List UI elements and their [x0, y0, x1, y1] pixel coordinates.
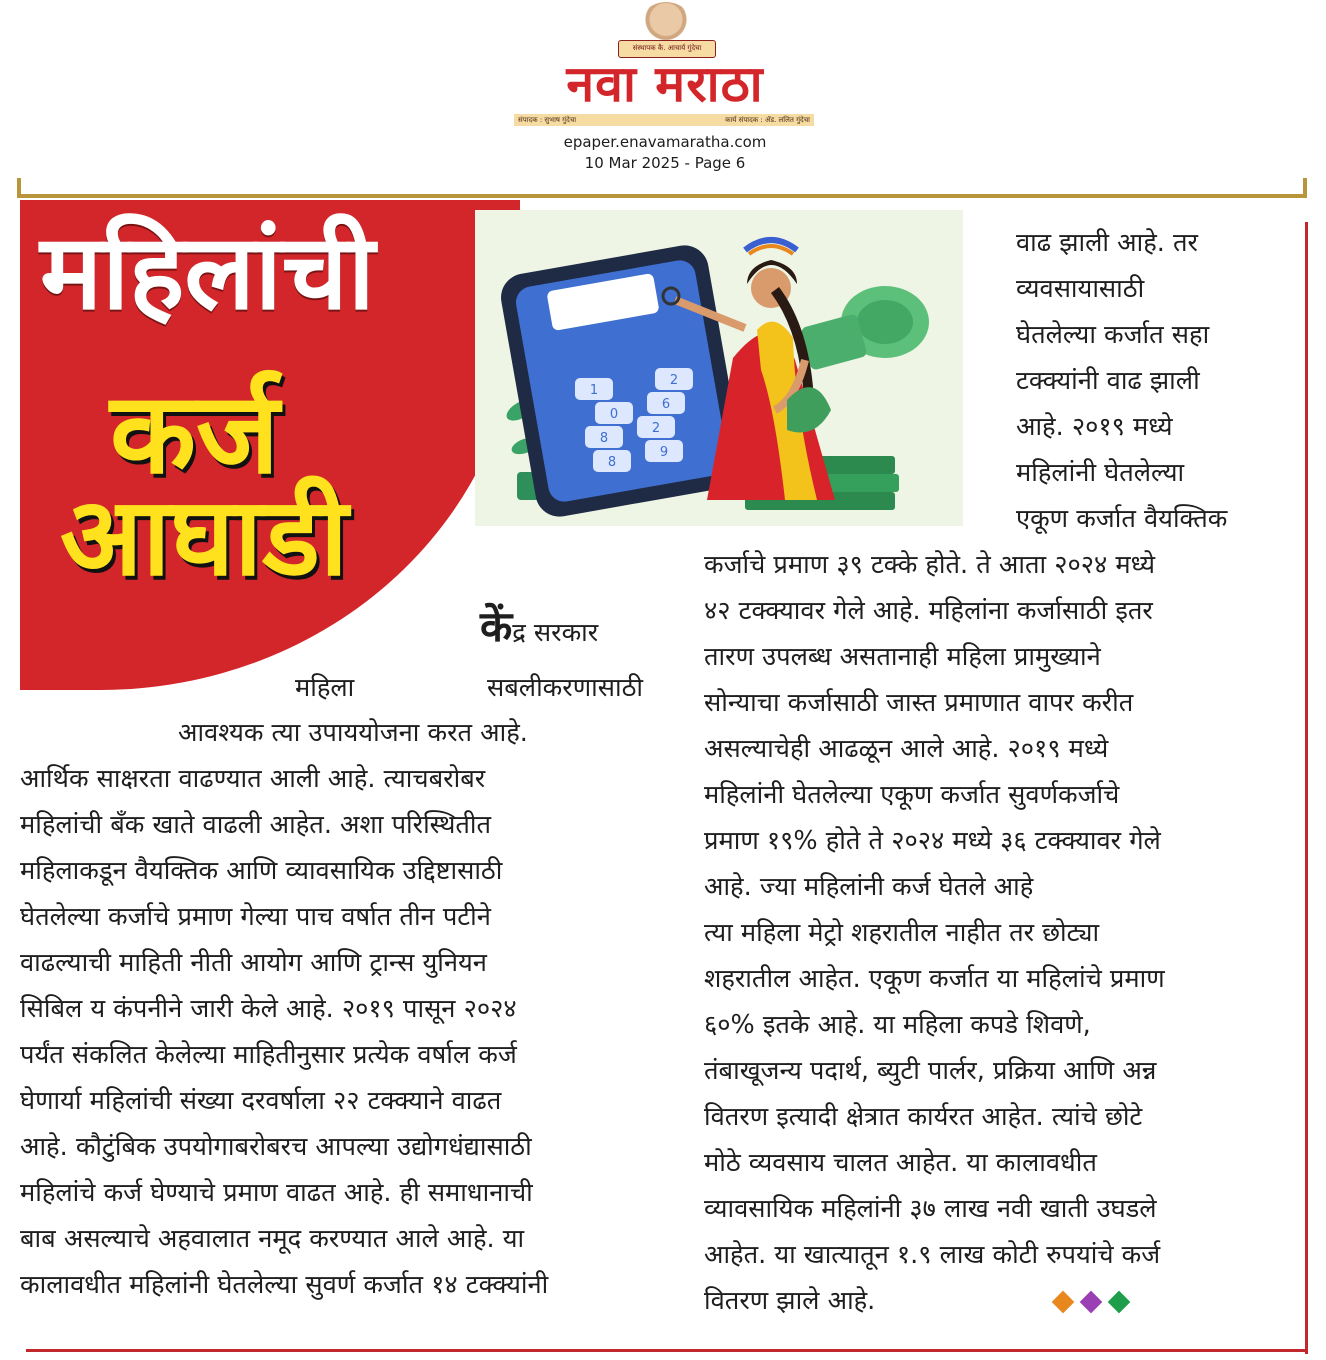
text-line: तंबाखूजन्य पदार्थ, ब्युटी पार्लर, प्रक्रिया आणि अन्न [704, 1056, 1157, 1086]
masthead [500, 0, 830, 130]
text-line: पर्यंत संकलित केलेल्या माहितीनुसार प्रत्येक वर्षाल कर्ज [20, 1040, 517, 1070]
article-column-right [704, 542, 1284, 1324]
text-line: आर्थिक साक्षरता वाढण्यात आली आहे. त्याचबरोबर [20, 764, 486, 794]
right-rule [1305, 222, 1308, 1354]
text-line: घेतलेल्या कर्जात सहा [1016, 320, 1210, 350]
text-line: कालावधीत महिलांनी घेतलेल्या सुवर्ण कर्जात १४ टक्क्यांनी [20, 1270, 549, 1300]
end-diamond-purple-icon [1080, 1291, 1103, 1314]
end-diamond-orange-icon [1052, 1291, 1075, 1314]
text-line: ६०% इतके आहे. या महिला कपडे शिवणे, [704, 1010, 1091, 1040]
intro-lead-rest: द्र सरकार [512, 618, 599, 648]
text-line: आहे. ज्या महिलांनी कर्ज घेतले आहे [704, 872, 1034, 902]
text-line: घेणार्या महिलांची संख्या दरवर्षाला २२ टक्क्याने वाढत [20, 1086, 502, 1116]
bottom-rule [26, 1349, 1308, 1352]
text-line: कर्जाचे प्रमाण ३९ टक्के होते. ते आता २०२४ मध्ये [704, 550, 1155, 580]
end-diamond-green-icon [1108, 1291, 1131, 1314]
headline-line-3: आघाडी [60, 475, 348, 600]
text-line: वाढल्याची माहिती नीती आयोग आणि ट्रान्स युनियन [20, 948, 487, 978]
text-line: महिलांचे कर्ज घेण्याचे प्रमाण वाढत आहे. ही समाधानाची [20, 1178, 533, 1208]
text-line: महिलांनी घेतलेल्या एकूण कर्जात सुवर्णकर्जाचे [704, 780, 1120, 810]
text-line: वितरण झाले आहे. [704, 1286, 876, 1316]
text-line: आहेत. या खात्यातून १.९ लाख कोटी रुपयांचे कर्ज [704, 1240, 1161, 1270]
headline-line-1: महिलांची [40, 211, 375, 333]
calc-key: 8 [599, 431, 609, 446]
text-line: एकूण कर्जात वैयक्तिक [1016, 504, 1228, 534]
intro-row-2 [295, 665, 643, 711]
newspaper-logo: नवा मराठा [566, 55, 764, 113]
top-frame-divider [17, 178, 1307, 198]
text-line: सिबिल य कंपनीने जारी केले आहे. २०१९ पासून २०२४ [20, 994, 517, 1024]
text-line: वितरण इत्यादी क्षेत्रात कार्यरत आहेत. त्यांचे छोटे [704, 1102, 1143, 1132]
text-line: आहे. २०१९ मध्ये [1016, 412, 1173, 442]
headline-line-2: कर्ज [110, 369, 280, 499]
text-line: आहे. कौटुंबिक उपयोगाबरोबरच आपल्या उद्योगधंद्यासाठी [20, 1132, 532, 1162]
intro-row-2-left: महिला [295, 673, 355, 703]
calc-key: 0 [609, 407, 619, 422]
text-line: व्यावसायिक महिलांनी ३७ लाख नवी खाती उघडले [704, 1194, 1157, 1224]
calc-key: 2 [669, 373, 679, 388]
text-line: महिलांची बँक खाते वाढली आहेत. अशा परिस्थितीत [20, 810, 492, 840]
woman-calculator-illustration [475, 210, 963, 526]
founder-banner: संस्थापक कै. आचार्य गुंदेचा [618, 40, 716, 58]
calc-key: 9 [659, 445, 669, 460]
text-line: असल्याचेही आढळून आले आहे. २०१९ मध्ये [704, 734, 1109, 764]
date-page: 10 Mar 2025 - Page 6 [584, 154, 746, 172]
text-line: वाढ झाली आहे. तर [1016, 228, 1198, 258]
calc-key: 8 [607, 455, 617, 470]
intro-row-3: आवश्यक त्या उपाययोजना करत आहे. [178, 718, 528, 748]
epaper-url[interactable]: epaper.enavamaratha.com [563, 133, 767, 151]
calc-key: 6 [661, 397, 671, 412]
text-line: महिलांनी घेतलेल्या [1016, 458, 1185, 488]
editor-left: संपादक : सुभाष गुंदेचा [518, 116, 577, 124]
text-line: तारण उपलब्ध असतानाही महिला प्रामुख्याने [704, 642, 1101, 672]
text-line: ४२ टक्क्यावर गेले आहे. महिलांना कर्जासाठी इतर [704, 596, 1153, 626]
text-line: प्रमाण १९% होते ते २०२४ मध्ये ३६ टक्क्यावर गेले [704, 826, 1161, 856]
text-line: व्यवसायासाठी [1016, 274, 1145, 304]
end-of-article-marks [1055, 1294, 1127, 1310]
editor-right: कार्य संपादक : ॲड. ललित गुंदेचा [725, 116, 810, 124]
text-line: सोन्याचा कर्जासाठी जास्त प्रमाणात वापर करीत [704, 688, 1134, 718]
drop-cap: कें [480, 602, 513, 651]
article-column-right-top [1016, 220, 1276, 542]
article-column-left [20, 756, 670, 1308]
text-line: मोठे व्यवसाय चालत आहेत. या कालावधीत [704, 1148, 1097, 1178]
text-line: बाब असल्याचे अहवालात नमूद करण्यात आले आहे. या [20, 1224, 525, 1254]
editor-strip [514, 114, 814, 126]
text-line: महिलाकडून वैयक्तिक आणि व्यावसायिक उद्दिष्टासाठी [20, 856, 503, 886]
text-line: शहरातील आहेत. एकूण कर्जात या महिलांचे प्रमाण [704, 964, 1165, 994]
calc-key: 2 [651, 421, 661, 436]
text-line: घेतलेल्या कर्जाचे प्रमाण गेल्या पाच वर्षात तीन पटीने [20, 902, 491, 932]
intro-lead [480, 604, 598, 656]
intro-row-2-right: सबलीकरणासाठी [486, 673, 643, 703]
calc-key: 1 [589, 383, 599, 398]
text-line: त्या महिला मेट्रो शहरातील नाहीत तर छोट्या [704, 918, 1100, 948]
text-line: टक्क्यांनी वाढ झाली [1016, 366, 1200, 396]
